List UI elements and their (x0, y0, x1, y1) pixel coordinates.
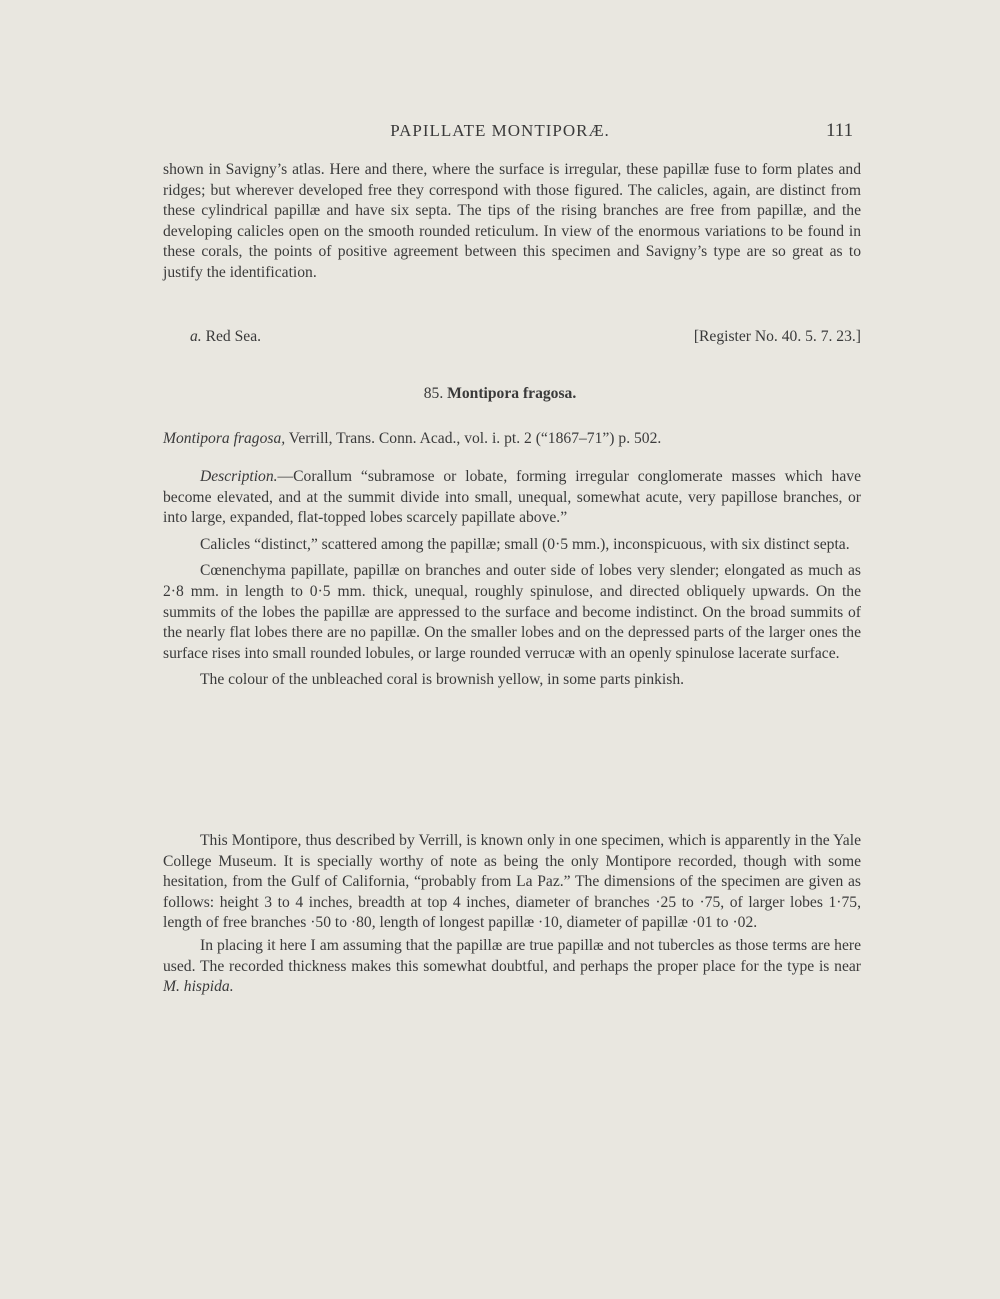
notes-paragraph-2-text: In placing it here I am assuming that the papillæ are true papillæ and not tubercles as those terms are here used. The recorded thickness makes this somewhat doubtful, and perhaps the proper place for the type is near (163, 936, 861, 975)
description-text-1: —Corallum “subramose or lobate, forming irregular conglomerate masses which have become elevated, and at the summit divide into small, unequal, somewhat acute, very papillose branches, or into large, expanded, flat-topped lobes scarcely papillate above.” (163, 468, 861, 527)
specimen-locality: Red Sea. (205, 328, 262, 345)
description-heading: Description. (200, 468, 278, 485)
species-heading (0, 385, 1000, 403)
page-number: 111 (826, 120, 854, 141)
reference-line (163, 429, 861, 450)
running-title: PAPILLATE MONTIPORÆ. (390, 121, 610, 140)
specimen-label: a. (190, 328, 202, 345)
description-block (163, 467, 861, 691)
notes-block (163, 831, 861, 998)
reference-taxon: Montipora fragosa, (163, 430, 286, 447)
register-number: [Register No. 40. 5. 7. 23.] (693, 328, 861, 345)
species-name: Montipora fragosa. (447, 385, 577, 402)
specimen-entry (190, 328, 261, 346)
description-paragraph-4: The colour of the unbleached coral is brownish yellow, in some parts pinkish. (200, 671, 685, 689)
reference-citation: Verrill, Trans. Conn. Acad., vol. i. pt. 2 (“1867–71”) p. 502. (285, 430, 662, 447)
description-paragraph-1 (163, 467, 861, 529)
species-number: 85. (423, 385, 444, 402)
intro-paragraph-block (163, 160, 861, 284)
intro-paragraph: shown in Savigny’s atlas. Here and there, where the surface is irregular, these papillæ fuse to form plates and ridges; but wherever developed free they correspond with those figured. The calicles, again, are distinct from these cylindrical papillæ and have six septa. The tips of the rising branches are free from papillæ, and the developing calicles open on the smooth rounded reticulum. In view of the enormous variations to be found in these corals, the points of positive agreement between this specimen and Savigny’s type are so great as to justify the identification. (163, 161, 861, 281)
notes-species-reference: M. hispida. (163, 978, 234, 996)
notes-paragraph-2 (163, 936, 861, 998)
description-paragraph-2: Calicles “distinct,” scattered among the papillæ; small (0·5 mm.), inconspicuous, with six distinct septa. (200, 535, 850, 553)
notes-paragraph-1: This Montipore, thus described by Verrill, is known only in one specimen, which is apparently in the Yale College Museum. It is specially worthy of note as being the only Montipore recorded, though with some hesitation, from the Gulf of California, “probably from La Paz.” The dimensions of the specimen are given as follows: height 3 to 4 inches, breadth at top 4 inches, diameter of branches ·25 to ·75, of larger lobes 1·75, length of free branches ·50 to ·80, length of longest papillæ ·10, diameter of papillæ ·01 to ·02. (163, 832, 861, 932)
reference-block (163, 429, 861, 450)
description-paragraph-3: Cœnenchyma papillate, papillæ on branches and outer side of lobes very slender; elongated as much as 2·8 mm. in length to 0·5 mm. thick, unequal, roughly spinulose, and directed obliquely upwards. On the summits of the lobes the papillæ are appressed to the surface and become indistinct. On the broad summits of the nearly flat lobes there are no papillæ. On the smaller lobes and on the depressed parts of the larger ones the surface rises into small rounded lobules, or large rounded verrucæ with an openly spinulose lacerate surface. (163, 562, 861, 662)
